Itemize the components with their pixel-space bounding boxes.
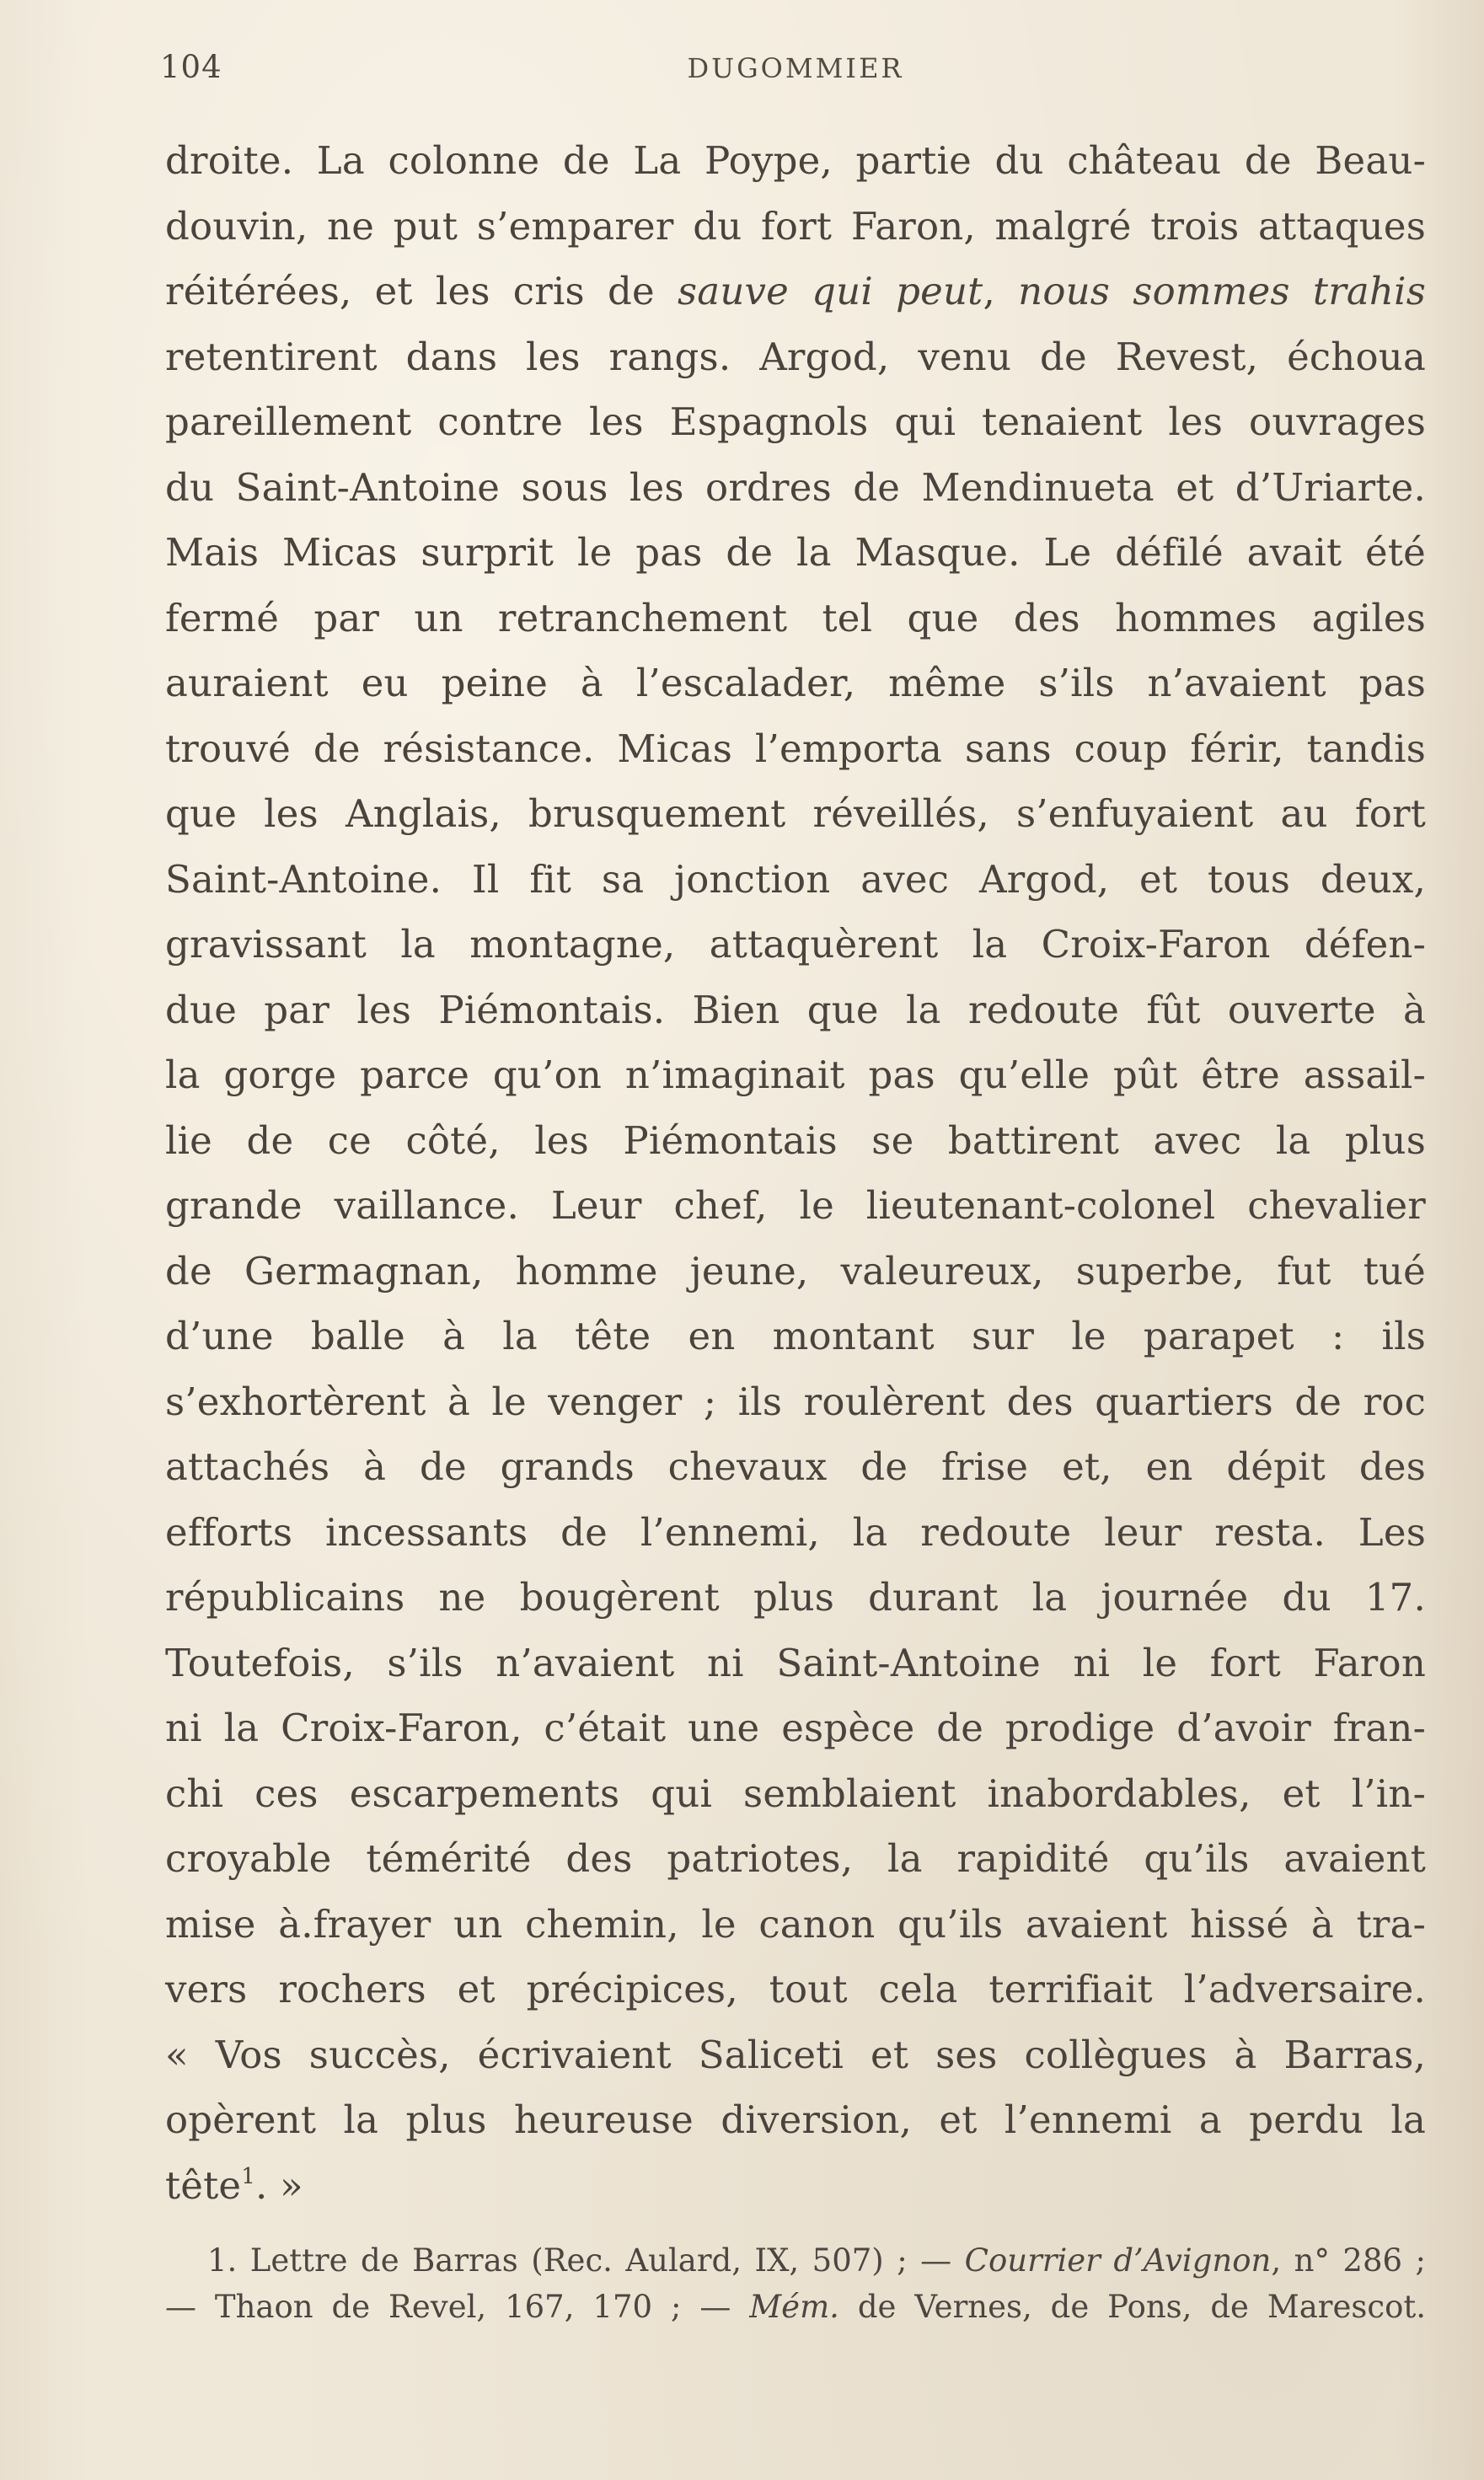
page-number: 104 — [160, 49, 222, 85]
text-line: d’une balle à la tête en montant sur le parapet : ils — [165, 1314, 1426, 1358]
text-line: due par les Piémontais. Bien que la redoute fût ouverte à — [165, 987, 1426, 1032]
text-line: ni la Croix-Faron, c’était une espèce de prodige d’avoir fran- — [165, 1706, 1426, 1750]
running-title: DUGOMMIER — [687, 52, 904, 84]
italic-phrase: sauve qui peut — [678, 269, 983, 313]
italic-title: Mém. — [749, 2289, 839, 2325]
text-line: la gorge parce qu’on n’imaginait pas qu’elle pût être assail- — [165, 1053, 1426, 1097]
text-line: lie de ce côté, les Piémontais se battirent avec la plus — [165, 1117, 1426, 1163]
text-line: Mais Micas surprit le pas de la Masque. Le défilé avait été — [165, 530, 1426, 575]
text-line: tête$^1$. » — [165, 2162, 303, 2208]
text-line: fermé par un retranchement tel que des hommes agiles — [165, 595, 1426, 640]
text-line: républicains ne bougèrent plus durant la journée du 17. — [165, 1575, 1426, 1620]
text-line: efforts incessants de l’ennemi, la redoute leur resta. Les — [165, 1509, 1426, 1555]
text-line: Toutefois, s’ils n’avaient ni Saint-Antoine ni le fort Faron — [165, 1640, 1426, 1685]
text-line: droite. La colonne de La Poype, partie du château de Beau- — [165, 138, 1426, 183]
text-line: pareillement contre les Espagnols qui tenaient les ouvrages — [165, 399, 1426, 444]
italic-phrase: nous sommes trahis — [1018, 269, 1427, 313]
page-header — [160, 49, 1424, 96]
text-line: douvin, ne put s’emparer du fort Faron, malgré trois attaques — [165, 203, 1426, 249]
footnote-line: — Thaon de Revel, 167, 170 ; — Mém. de Vernes, de Pons, de Marescot. — [165, 2289, 1426, 2325]
footnote-line: 1. Lettre de Barras (Rec. Aulard, IX, 507) ; — Courrier d’Avignon, n° 286 ; — [207, 2242, 1426, 2279]
text-line: attachés à de grands chevaux de frise et, en dépit des — [165, 1444, 1426, 1489]
text-line: du Saint-Antoine sous les ordres de Mendinueta et d’Uriarte. — [165, 464, 1426, 510]
text-line: auraient eu peine à l’escalader, même s’ils n’avaient pas — [165, 661, 1426, 705]
text-line: croyable témérité des patriotes, la rapidité qu’ils avaient — [165, 1836, 1426, 1881]
body-text — [165, 128, 1426, 2218]
text-line: réitérées, et les cris de sauve qui peut, nous sommes trahis — [165, 269, 1427, 313]
text-line: mise à.frayer un chemin, le canon qu’ils avaient hissé à tra- — [165, 1901, 1426, 1947]
text-line: de Germagnan, homme jeune, valeureux, superbe, fut tué — [165, 1248, 1426, 1294]
text-line: « Vos succès, écrivaient Saliceti et ses collègues à Barras, — [165, 2032, 1426, 2077]
text-line: gravissant la montagne, attaquèrent la Croix-Faron défen- — [165, 922, 1426, 967]
text-line: opèrent la plus heureuse diversion, et l’ennemi a perdu la — [165, 2097, 1426, 2142]
footnotes — [165, 2237, 1426, 2330]
text-line: trouvé de résistance. Micas l’emporta sans coup férir, tandis — [165, 726, 1426, 771]
text-line: chi ces escarpements qui semblaient inabordables, et l’in- — [165, 1770, 1426, 1816]
text-line: vers rochers et précipices, tout cela terrifiait l’adversaire. — [165, 1967, 1426, 2011]
text-line: Saint-Antoine. Il fit sa jonction avec Argod, et tous deux, — [165, 856, 1426, 902]
italic-title: Courrier d’Avignon — [964, 2242, 1272, 2279]
text-line: s’exhortèrent à le venger ; ils roulèrent des quartiers de roc — [165, 1379, 1426, 1424]
footnote-reference: 1 — [241, 2163, 255, 2189]
text-line: que les Anglais, brusquement réveillés, s’enfuyaient au fort — [165, 791, 1426, 836]
text-line: grande vaillance. Leur chef, le lieutenant-colonel chevalier — [165, 1183, 1426, 1228]
text-line: retentirent dans les rangs. Argod, venu de Revest, échoua — [165, 334, 1426, 379]
